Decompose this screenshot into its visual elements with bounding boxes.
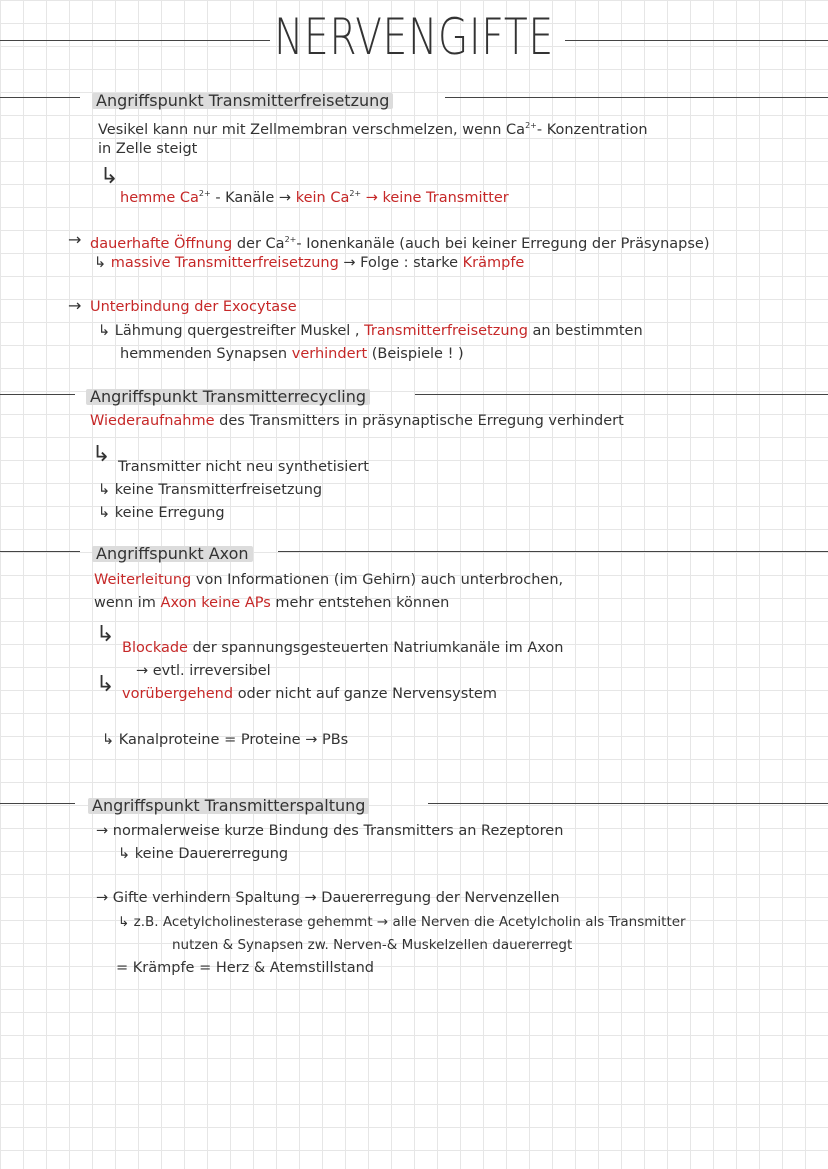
s2-item-2 bbox=[98, 481, 322, 499]
s2-item-2-text: keine Transmitterfreisetzung bbox=[114, 482, 323, 498]
s1-arrow-keine: → keine Transmitter bbox=[365, 189, 509, 206]
s1-bullet2-sub1-red: Transmitterfreisetzung bbox=[364, 323, 528, 339]
section-divider-left bbox=[0, 803, 75, 804]
s1-bullet2-sub2 bbox=[120, 345, 464, 363]
s4-line1-text: normalerweise kurze Bindung des Transmitters an Rezeptoren bbox=[112, 823, 564, 839]
section-divider-right bbox=[278, 551, 828, 552]
s3-item-2-red: vorübergehend bbox=[122, 686, 234, 702]
s1-bullet1-red: dauerhafte Öffnung bbox=[90, 235, 233, 252]
s3-item-1-red: Blockade bbox=[122, 640, 188, 656]
section-heading-transmitterfreisetzung: Angriffspunkt Transmitterfreisetzung bbox=[92, 93, 393, 109]
arrow-right-icon: → bbox=[68, 296, 82, 315]
arrow-right-icon: → bbox=[68, 230, 82, 249]
title-rule-right bbox=[565, 40, 828, 41]
s3-item-1-rest: der spannungsgesteuerten Natriumkanäle im Axon bbox=[192, 640, 564, 656]
turn-arrow-icon: ↳ bbox=[118, 914, 134, 930]
s1-bullet1-sub-mid: → Folge : starke bbox=[343, 255, 459, 271]
turn-arrow-icon: ↳ bbox=[98, 482, 115, 498]
s1-line2: in Zelle steigt bbox=[98, 141, 198, 157]
s3-line1 bbox=[94, 571, 563, 589]
turn-arrow-icon: ↳ bbox=[92, 442, 111, 467]
s1-arrow-mid: - Kanäle → bbox=[215, 189, 292, 206]
s1-arrow-red: hemme Ca bbox=[120, 189, 199, 206]
s1-line1-b: - Konzentration bbox=[536, 121, 648, 138]
s4-line6: = Krämpfe = Herz & Atemstillstand bbox=[116, 960, 374, 976]
s3-item-2-rest: oder nicht auf ganze Nervensystem bbox=[237, 686, 497, 702]
s4-line3 bbox=[96, 889, 560, 907]
ca-superscript: 2+ bbox=[525, 121, 537, 130]
s1-bullet2-sub1-b: an bestimmten bbox=[532, 323, 643, 339]
section-divider-right bbox=[428, 803, 828, 804]
s3-line1-rest: von Informationen (im Gehirn) auch unterbrochen, bbox=[195, 572, 564, 588]
s4-line3-text: Gifte verhindern Spaltung → Dauererregung der Nervenzellen bbox=[112, 890, 560, 906]
section-divider-left bbox=[0, 97, 80, 98]
s3-line2-a: wenn im bbox=[94, 595, 156, 611]
s1-arrow-kein: kein Ca bbox=[295, 189, 350, 206]
ca-superscript: 2+ bbox=[284, 235, 297, 244]
s1-bullet2-sub1 bbox=[98, 322, 643, 340]
section-heading-transmitterrecycling: Angriffspunkt Transmitterrecycling bbox=[86, 389, 370, 405]
s1-line1-a: Vesikel kann nur mit Zellmembran verschmelzen, wenn Ca bbox=[98, 121, 526, 138]
s3-line2-b: mehr entstehen können bbox=[275, 595, 450, 611]
turn-arrow-icon: ↳ bbox=[98, 505, 115, 521]
ca-superscript: 2+ bbox=[198, 189, 211, 198]
s3-item-3-text: Kanalproteine = Proteine → PBs bbox=[118, 732, 349, 748]
section-divider-right bbox=[415, 394, 828, 395]
s4-line1 bbox=[96, 822, 563, 840]
s3-line1-red: Weiterleitung bbox=[94, 572, 192, 588]
section-heading-axon: Angriffspunkt Axon bbox=[92, 546, 253, 562]
s1-bullet1 bbox=[90, 231, 710, 253]
s2-line1-rest: des Transmitters in präsynaptische Erregung verhindert bbox=[219, 413, 624, 429]
s2-line1-red: Wiederaufnahme bbox=[90, 413, 215, 429]
section-divider-left bbox=[0, 551, 80, 552]
s3-item-1-sub: → evtl. irreversibel bbox=[136, 663, 271, 679]
s1-bullet2-sub2-b: (Beispiele ! ) bbox=[371, 346, 464, 362]
s2-item-1: Transmitter nicht neu synthetisiert bbox=[118, 459, 369, 475]
turn-arrow-icon: ↳ bbox=[118, 846, 135, 862]
s1-bullet1-b: - Ionenkanäle (auch bei keiner Erregung der Präsynapse) bbox=[296, 235, 710, 252]
s3-item-3 bbox=[102, 731, 348, 749]
s1-bullet2-sub2-red: verhindert bbox=[291, 346, 368, 362]
turn-arrow-icon: ↳ bbox=[100, 164, 119, 189]
s1-bullet2-sub1-a: Lähmung quergestreifter Muskel , bbox=[114, 323, 360, 339]
s1-bullet2-sub2-a: hemmenden Synapsen bbox=[120, 346, 288, 362]
s3-item-1 bbox=[122, 639, 563, 657]
turn-arrow-icon: ↳ bbox=[96, 672, 115, 697]
turn-arrow-icon: ↳ bbox=[102, 732, 119, 748]
s4-line4 bbox=[118, 913, 686, 931]
s4-line2-text: keine Dauererregung bbox=[134, 846, 289, 862]
section-heading-transmitterspaltung: Angriffspunkt Transmitterspaltung bbox=[88, 798, 369, 814]
s1-bullet1-a: der Ca bbox=[236, 235, 285, 252]
section-divider-right bbox=[445, 97, 828, 98]
s1-bullet1-sub bbox=[94, 254, 524, 272]
turn-arrow-icon: ↳ bbox=[96, 622, 115, 647]
s3-line2-red: Axon keine APs bbox=[160, 595, 271, 611]
s1-line1 bbox=[98, 117, 648, 139]
s1-arrow-line bbox=[120, 185, 509, 207]
turn-arrow-icon: ↳ bbox=[98, 323, 115, 339]
s4-line4-text: z.B. Acetylcholinesterase gehemmt → alle Nerven die Acetylcholin als Transmitter bbox=[133, 914, 686, 930]
arrow-right-icon: → bbox=[96, 823, 113, 839]
section-divider-left bbox=[0, 394, 75, 395]
page-title: NERVENGIFTE bbox=[274, 8, 554, 66]
s3-line2 bbox=[94, 594, 449, 612]
s2-item-3-text: keine Erregung bbox=[114, 505, 225, 521]
s2-item-3 bbox=[98, 504, 225, 522]
arrow-right-icon: → bbox=[96, 890, 113, 906]
s2-line1 bbox=[90, 412, 624, 430]
s1-bullet1-sub-red: massive Transmitterfreisetzung bbox=[110, 255, 339, 271]
s4-line5: nutzen & Synapsen zw. Nerven-& Muskelzellen dauererregt bbox=[172, 937, 573, 953]
s1-bullet1-sub-red2: Krämpfe bbox=[462, 255, 525, 271]
ca-superscript: 2+ bbox=[349, 189, 362, 198]
s1-bullet2: Unterbindung der Exocytase bbox=[90, 299, 297, 315]
turn-arrow-icon: ↳ bbox=[94, 255, 111, 271]
s3-item-2 bbox=[122, 685, 497, 703]
s4-line2 bbox=[118, 845, 288, 863]
